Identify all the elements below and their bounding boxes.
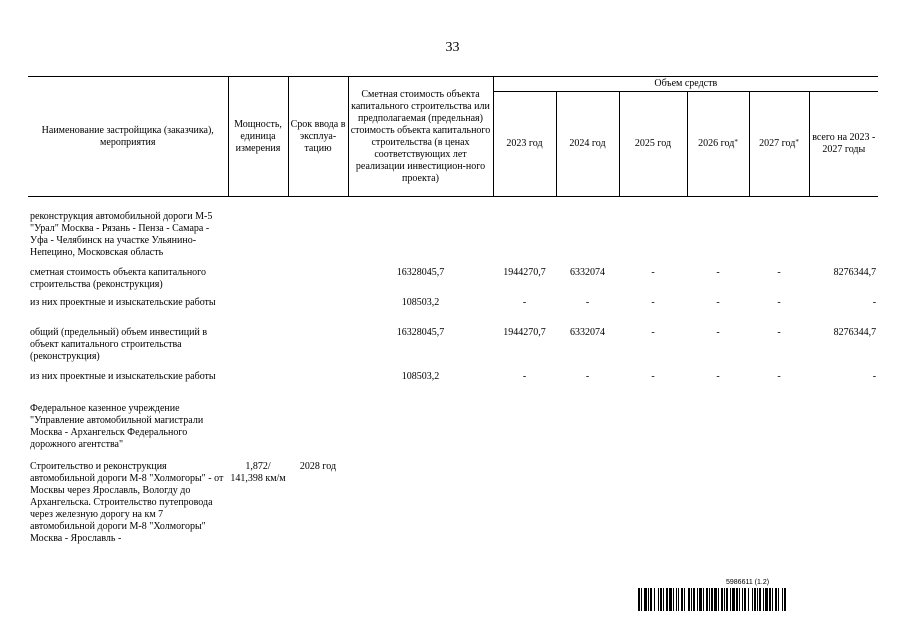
header-year-2023: 2023 год xyxy=(493,92,556,197)
row-2027: - xyxy=(777,297,781,308)
header-name: Наименование застройщика (заказчика), мероприятия xyxy=(28,77,228,197)
row-2025 xyxy=(619,403,687,461)
row-2026: - xyxy=(716,371,720,382)
header-funds-group: Объем средств xyxy=(493,77,878,92)
row-2025: - xyxy=(651,267,655,278)
row-2026 xyxy=(687,403,749,461)
row-name: общий (предельный) объем инвестиций в объект капитального строительства (реконструкция) xyxy=(30,327,208,362)
row-capacity xyxy=(228,403,288,461)
row-capacity xyxy=(228,297,288,327)
row-cost: 108503,2 xyxy=(401,297,440,308)
row-2024: - xyxy=(585,297,590,308)
header-capacity: Мощность, единица измерения xyxy=(228,77,288,197)
row-cost xyxy=(348,403,493,461)
row-deadline xyxy=(288,211,348,267)
row-2026: - xyxy=(716,327,720,338)
row-total: 8276344,7 xyxy=(833,267,877,278)
row-capacity xyxy=(228,371,288,403)
row-deadline xyxy=(288,371,348,403)
row-2027 xyxy=(749,403,809,461)
row-2024: 6332074 xyxy=(570,267,605,278)
row-deadline xyxy=(288,267,348,297)
row-total: - xyxy=(872,297,877,308)
row-2025: - xyxy=(651,327,655,338)
row-name: сметная стоимость объекта капитального строительства (реконструкция) xyxy=(30,267,207,290)
header-year-2027 xyxy=(749,92,809,197)
row-2024 xyxy=(556,211,619,267)
row-2027: - xyxy=(777,267,781,278)
row-2025: - xyxy=(651,371,655,382)
row-2026: - xyxy=(716,267,720,278)
row-2023: 1944270,7 xyxy=(503,267,546,278)
row-total xyxy=(809,403,878,461)
table-row xyxy=(28,211,878,267)
table-row xyxy=(28,327,878,371)
row-2025 xyxy=(619,461,687,551)
row-total: 8276344,7 xyxy=(833,327,877,338)
row-2025 xyxy=(619,211,687,267)
header-year-2026 xyxy=(687,92,749,197)
row-cost: 108503,2 xyxy=(401,371,440,382)
barcode-image xyxy=(638,588,870,611)
investment-table xyxy=(28,76,878,551)
table-row xyxy=(28,371,878,403)
row-2023 xyxy=(493,461,556,551)
row-deadline xyxy=(288,297,348,327)
header-deadline: Срок ввода в эксплуа-тацию xyxy=(288,77,348,197)
row-cost: 16328045,7 xyxy=(396,327,445,338)
row-capacity xyxy=(228,267,288,297)
table-row xyxy=(28,461,878,551)
row-deadline xyxy=(288,403,348,461)
row-capacity: 1,872/ 141,398 км/м xyxy=(230,461,286,484)
row-2023: 1944270,7 xyxy=(503,327,546,338)
row-2027: - xyxy=(777,371,781,382)
row-2027: - xyxy=(777,327,781,338)
header-year-2025: 2025 год xyxy=(619,92,687,197)
row-2026 xyxy=(687,461,749,551)
row-name: из них проектные и изыскательские работы xyxy=(30,297,216,308)
page-number: 33 xyxy=(445,40,460,55)
row-2026 xyxy=(687,211,749,267)
row-total xyxy=(809,461,878,551)
row-2026: - xyxy=(716,297,720,308)
row-name: из них проектные и изыскательские работы xyxy=(30,371,216,382)
header-year-2024: 2024 год xyxy=(556,92,619,197)
row-2023: - xyxy=(522,371,527,382)
row-cost xyxy=(348,461,493,551)
row-name: Строительство и реконструкция автомобильной дороги М-8 "Холмогоры" - от Москвы через Ярославль, Вологду до Архангельска. Строительство путепровода через железную дорогу на км 7 автомобильной дороги М-8 "Холмогоры" Москва - Ярославль - xyxy=(30,461,224,544)
row-2023: - xyxy=(522,297,527,308)
row-name: Федеральное казенное учреждение "Управление автомобильной магистрали Москва - Архангельск Федерального дорожного агентства" xyxy=(30,403,204,450)
row-2023 xyxy=(493,403,556,461)
table-row xyxy=(28,403,878,461)
table-row xyxy=(28,267,878,297)
spacer xyxy=(28,197,878,212)
header-year-2026-label: 2026 год xyxy=(698,138,735,149)
footnote-mark: * xyxy=(734,138,738,146)
row-2027 xyxy=(749,211,809,267)
row-2027 xyxy=(749,461,809,551)
row-cost: 16328045,7 xyxy=(396,267,445,278)
row-2023 xyxy=(493,211,556,267)
row-name: реконструкция автомобильной дороги М-5 "Урал" Москва - Рязань - Пенза - Самара - Уфа - Челябинск на участке Ульянино-Непецино, Московская область xyxy=(30,211,213,258)
row-deadline xyxy=(288,327,348,371)
barcode-label: 5986611 (1.2) xyxy=(726,579,770,586)
row-total: - xyxy=(872,371,877,382)
row-2024 xyxy=(556,403,619,461)
header-cost: Сметная стоимость объекта капитального строительства или предполагаемая (предельная) стоимость объекта капитального строительства (в ценах соответствующих лет реализации инвестицион-ного проекта) xyxy=(348,77,493,197)
header-total: всего на 2023 - 2027 годы xyxy=(809,92,878,197)
footnote-mark: * xyxy=(795,138,799,146)
row-deadline: 2028 год xyxy=(299,461,337,472)
row-2025: - xyxy=(651,297,655,308)
table-row xyxy=(28,297,878,327)
row-total xyxy=(809,211,878,267)
row-2024: 6332074 xyxy=(570,327,605,338)
row-cost xyxy=(348,211,493,267)
row-2024 xyxy=(556,461,619,551)
barcode-bar xyxy=(786,588,787,611)
header-year-2027-label: 2027 год xyxy=(759,138,796,149)
row-capacity xyxy=(228,327,288,371)
row-2024: - xyxy=(585,371,590,382)
row-capacity xyxy=(228,211,288,267)
